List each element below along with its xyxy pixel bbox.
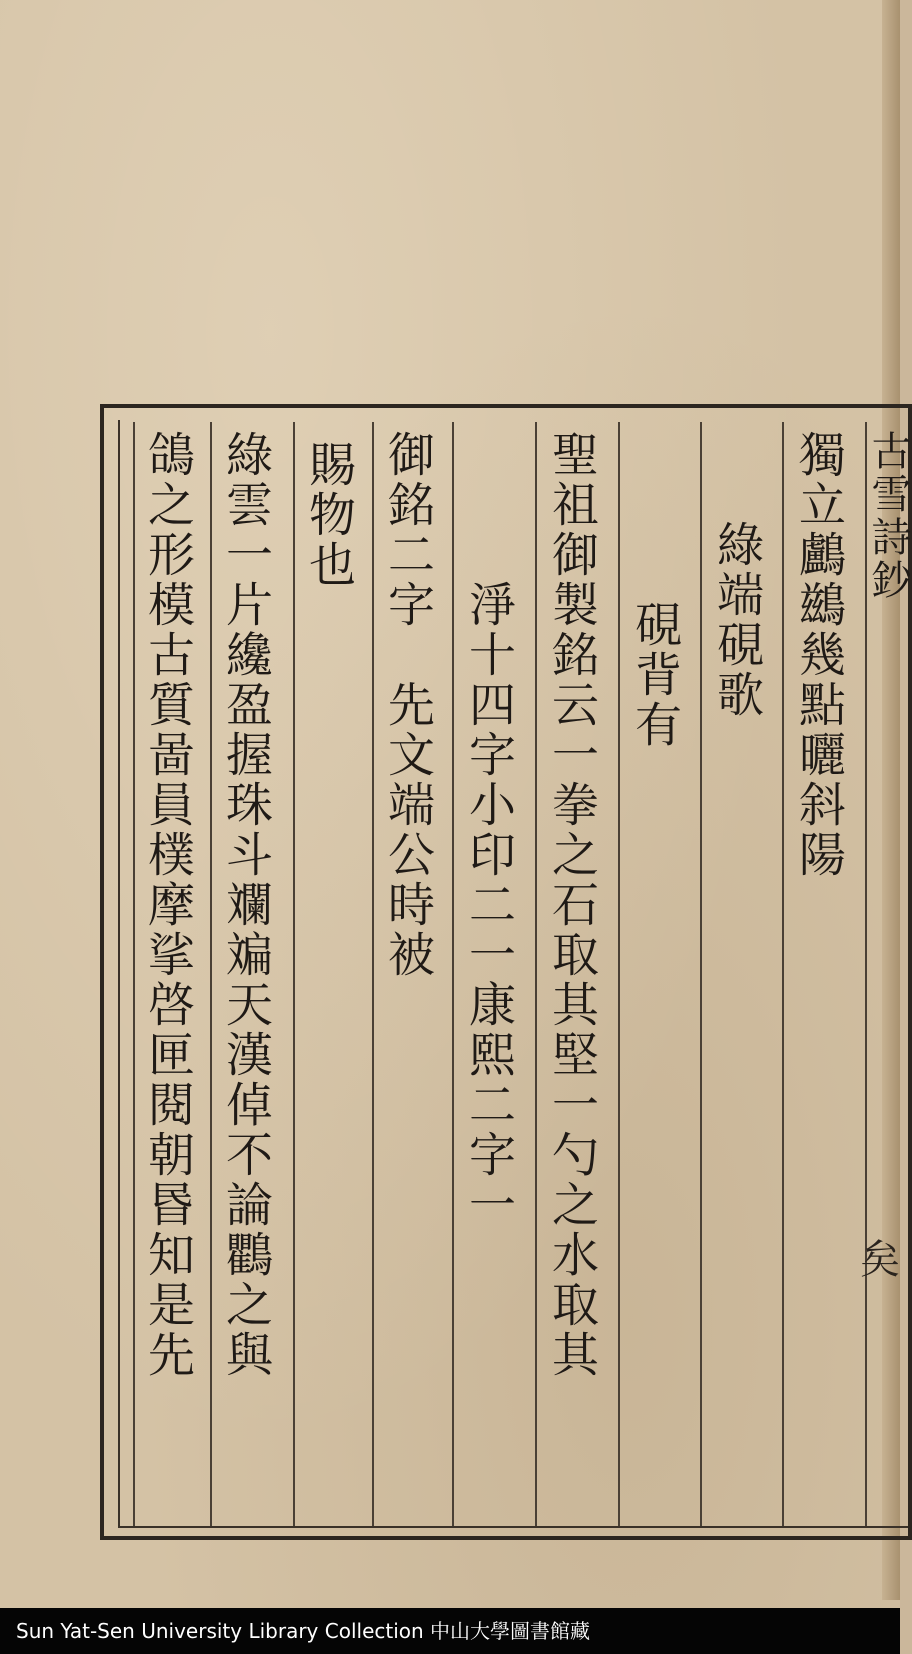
text-column-6: 御銘二字 先文端公時被 — [380, 430, 435, 980]
text-column-7: 賜物也 — [301, 440, 356, 590]
column-rule — [782, 422, 784, 1526]
text-column-8: 綠雲一片纔盈握珠斗斕斒天漢倬不論鸜之與 — [218, 430, 273, 1380]
text-column-5: 淨十四字小印二一康熙二字一 — [461, 580, 516, 1230]
column-rule — [618, 422, 620, 1526]
text-column-1: 獨立鸕鷀幾點曬斜陽 — [791, 430, 846, 880]
column-rule — [535, 422, 537, 1526]
collection-credit: Sun Yat-Sen University Library Collection 中山大學圖書館藏 — [0, 1608, 900, 1654]
margin-character: 矣 — [860, 1237, 900, 1283]
column-rule — [452, 422, 454, 1526]
column-rule — [210, 422, 212, 1526]
text-column-9: 鴿之形模古質啚員樸摩挲啓匣閱朝昬知是先 — [140, 430, 195, 1380]
column-rule — [372, 422, 374, 1526]
text-column-4: 聖祖御製銘云一拳之石取其堅一勺之水取其 — [544, 430, 599, 1380]
text-column-3: 硯背有 — [627, 600, 682, 750]
column-rule — [293, 422, 295, 1526]
column-rule — [700, 422, 702, 1526]
margin-title: 古雪詩鈔 — [865, 430, 911, 602]
column-rule — [133, 422, 135, 1526]
text-column-2: 綠端硯歌 — [709, 520, 764, 720]
